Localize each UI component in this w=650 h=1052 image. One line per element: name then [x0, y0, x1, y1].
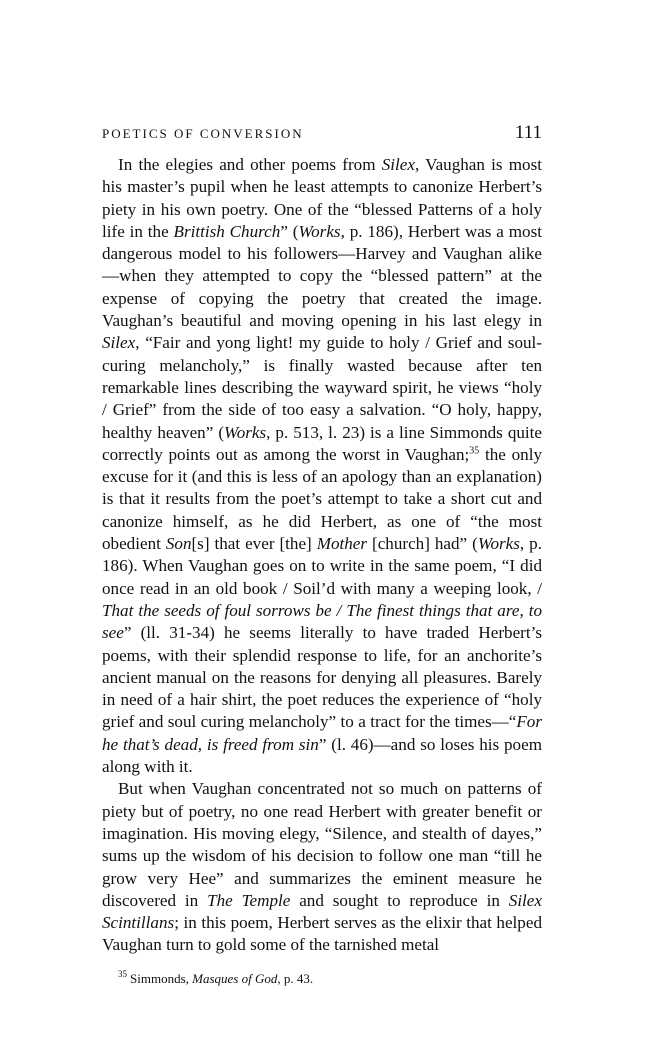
text-run: , p. 513, l. 23) is a line Simmonds quite correctly points out as among the worst in Vaughan;: [102, 422, 543, 464]
text-run: But when Vaughan concentrated not so much on patterns of piety but of poetry, no one read Herbert with greater benefit or imagination. His moving elegy, “Silence, and stealth of dayes,” sums up the wisdom of his decision to follow one man “till he grow very Hee” and summarizes the eminent measure he discovered in: [102, 779, 542, 910]
text-run: , p. 186), Herbert was a most dangerous model to his followers—Harvey and Vaughan alike—when they attempted to copy the “blessed pattern” at the expense of copying the poetry that created the image. Vaughan’s beautiful and moving opening in his last elegy in: [102, 221, 542, 331]
page-number: 111: [514, 122, 542, 143]
footnote-title: Masques of God: [192, 970, 278, 986]
italic-run: The Temple: [207, 890, 291, 910]
italic-run: Works: [298, 221, 341, 241]
text-run: , “Fair and yong light! my guide to holy / Grief and soul-curing melancholy,” is finally wasted because after ten remarkable lines describing the wayward spirit, he views “holy / Grief” from the side of too easy a salvation. “O holy, happy, healthy heaven” (: [102, 333, 542, 442]
italic-run: Silex: [102, 333, 136, 353]
italic-run: Works: [477, 534, 520, 554]
italic-run: Brittish Church: [173, 221, 281, 241]
paragraph: [102, 154, 542, 778]
text-run: In the elegies and other poems from: [118, 155, 382, 174]
running-head: [102, 122, 542, 152]
text-run: ” (: [280, 221, 299, 241]
footnote-reference: 35: [469, 445, 480, 457]
text-run: ” (ll. 31-34) he seems literally to have traded Herbert’s poems, with their splendid response to life, for an anchorite’s ancient manual on the reasons for denying all pleasures. Barely in need of a hair shirt, the poet reduces the experience of “holy grief and soul curing melancholy” to a tract for the times—“: [102, 623, 542, 732]
paragraph: [102, 778, 542, 956]
text-run: ” (l. 46)—and so loses his poem along with it.: [102, 734, 542, 777]
text-run: [church] had” (: [367, 534, 478, 554]
running-title: POETICS OF CONVERSION: [102, 126, 304, 141]
italic-run: Mother: [316, 534, 368, 554]
footnote-rest: , p. 43.: [277, 970, 314, 986]
italic-run: That the seeds of foul sorrows be / The finest things that are, to see: [102, 600, 542, 643]
text-run: ; in this poem, Herbert serves as the elixir that helped Vaughan turn to gold some of the tarnished metal: [102, 913, 542, 955]
italic-run: Silex Scintillans: [102, 890, 542, 933]
text-run: , Vaughan is most his master’s pupil when he least attempts to canonize Herbert’s piety in his own poetry. One of the “blessed Patterns of a holy life in the: [102, 155, 543, 241]
text-run: , p. 186). When Vaughan goes on to write in the same poem, “I did once read in an old book / Soil’d with many a weeping look, /: [102, 534, 542, 598]
footnote: [102, 971, 542, 987]
italic-run: Son: [165, 534, 192, 554]
italic-run: For he that’s dead, is freed from sin: [102, 712, 542, 754]
footnote-number: 35: [118, 969, 127, 980]
body-text: [102, 154, 542, 957]
text-run: and sought to reproduce in: [290, 890, 509, 910]
book-page: [102, 122, 542, 987]
text-run: the only excuse for it (and this is less of an apology than an explanation) is that it results from the poet’s attempt to take a short cut and canonize himself, as he did Herbert, as one of “the most obedient: [102, 444, 542, 554]
footnote-author: Simmonds,: [130, 970, 193, 986]
text-run: [s] that ever [the]: [191, 534, 317, 554]
italic-run: Works: [224, 422, 267, 442]
italic-run: Silex: [381, 155, 415, 174]
